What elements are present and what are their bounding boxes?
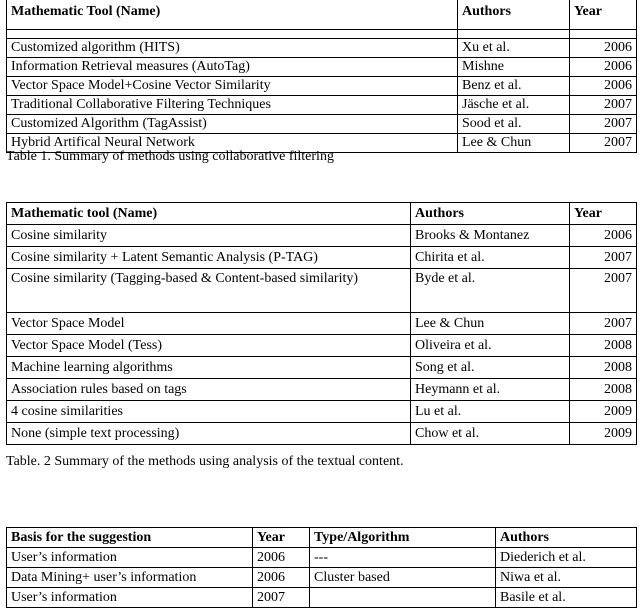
header-cell: Year <box>570 203 637 225</box>
header-cell: Mathematic tool (Name) <box>7 203 411 225</box>
header-cell: Year <box>253 528 310 548</box>
table-cell: 2007 <box>570 134 637 153</box>
table-row <box>7 39 637 58</box>
table-row <box>7 423 637 445</box>
table-1-caption: Table 1. Summary of methods using collaborative filtering <box>6 149 334 164</box>
table-cell: 2008 <box>570 379 637 401</box>
table-cell: 2006 <box>253 568 310 588</box>
table-cell: Basile et al. <box>496 588 637 608</box>
table-cell: User’s information <box>7 588 253 608</box>
table-cell: 2007 <box>570 313 637 335</box>
table-cell: 2006 <box>570 39 637 58</box>
table-cell: Customized Algorithm (TagAssist) <box>7 115 458 134</box>
table-row <box>7 225 637 247</box>
table-cell: 4 cosine similarities <box>7 401 411 423</box>
table-cell: Brooks & Montanez <box>411 225 570 247</box>
table-cell: Traditional Collaborative Filtering Techniques <box>7 96 458 115</box>
table-cell: Cosine similarity (Tagging-based & Content-based similarity) <box>7 269 411 313</box>
table-cell: 2009 <box>570 423 637 445</box>
table-cell: Jäsche et al. <box>458 96 570 115</box>
table-row <box>7 58 637 77</box>
table-row <box>7 247 637 269</box>
table-cell: Byde et al. <box>411 269 570 313</box>
header-cell: Authors <box>411 203 570 225</box>
table-row <box>7 77 637 96</box>
table-cell: Niwa et al. <box>496 568 637 588</box>
header-cell: Basis for the suggestion <box>7 528 253 548</box>
table-row <box>7 401 637 423</box>
table-cell: Cluster based <box>310 568 496 588</box>
table-2 <box>6 202 637 445</box>
table-cell: Cosine similarity + Latent Semantic Analysis (P-TAG) <box>7 247 411 269</box>
table-cell: 2007 <box>570 115 637 134</box>
table-cell: Sood et al. <box>458 115 570 134</box>
table-cell: Association rules based on tags <box>7 379 411 401</box>
table-cell: Hybrid Artifical Neural Network <box>7 134 458 153</box>
table-cell: Chirita et al. <box>411 247 570 269</box>
table-cell: User’s information <box>7 548 253 568</box>
table-3 <box>6 527 637 608</box>
table-cell: Customized algorithm (HITS) <box>7 39 458 58</box>
table-cell: 2007 <box>570 96 637 115</box>
table-header-row <box>7 203 637 225</box>
table-row <box>7 357 637 379</box>
spacer-row <box>7 30 637 39</box>
table-header-row <box>7 0 637 30</box>
table-1 <box>6 0 637 153</box>
table-cell: Lee & Chun <box>458 134 570 153</box>
table-cell: --- <box>310 548 496 568</box>
table-cell: 2009 <box>570 401 637 423</box>
table-cell: 2006 <box>570 77 637 96</box>
table-cell: Vector Space Model+Cosine Vector Similarity <box>7 77 458 96</box>
table-cell: Machine learning algorithms <box>7 357 411 379</box>
table-cell: 2007 <box>253 588 310 608</box>
table-row <box>7 568 637 588</box>
table-cell: Vector Space Model <box>7 313 411 335</box>
header-cell: Type/Algorithm <box>310 528 496 548</box>
table-cell: Data Mining+ user’s information <box>7 568 253 588</box>
table-cell: Song et al. <box>411 357 570 379</box>
table-cell: 2006 <box>570 225 637 247</box>
table-cell: Mishne <box>458 58 570 77</box>
table-row <box>7 379 637 401</box>
table-cell: 2007 <box>570 247 637 269</box>
table-cell: 2006 <box>253 548 310 568</box>
table-row <box>7 269 637 313</box>
table-cell: Lee & Chun <box>411 313 570 335</box>
table-cell: 2008 <box>570 335 637 357</box>
table-cell: None (simple text processing) <box>7 423 411 445</box>
table-row <box>7 96 637 115</box>
table-cell: Chow et al. <box>411 423 570 445</box>
header-cell: Authors <box>458 0 570 30</box>
table-row <box>7 313 637 335</box>
table-cell: Heymann et al. <box>411 379 570 401</box>
table-row <box>7 548 637 568</box>
table-cell: 2008 <box>570 357 637 379</box>
table-cell: Cosine similarity <box>7 225 411 247</box>
table-row <box>7 115 637 134</box>
table-cell: Vector Space Model (Tess) <box>7 335 411 357</box>
table-cell: 2006 <box>570 58 637 77</box>
table-cell: Diederich et al. <box>496 548 637 568</box>
header-cell: Authors <box>496 528 637 548</box>
table-cell: Xu et al. <box>458 39 570 58</box>
table-cell: 2007 <box>570 269 637 313</box>
table-2-caption: Table. 2 Summary of the methods using analysis of the textual content. <box>6 454 404 469</box>
header-cell: Mathematic Tool (Name) <box>7 0 458 30</box>
table-cell: Oliveira et al. <box>411 335 570 357</box>
table-cell: Lu et al. <box>411 401 570 423</box>
table-header-row <box>7 528 637 548</box>
header-cell: Year <box>570 0 637 30</box>
table-row <box>7 335 637 357</box>
table-cell: Benz et al. <box>458 77 570 96</box>
table-cell: Information Retrieval measures (AutoTag) <box>7 58 458 77</box>
